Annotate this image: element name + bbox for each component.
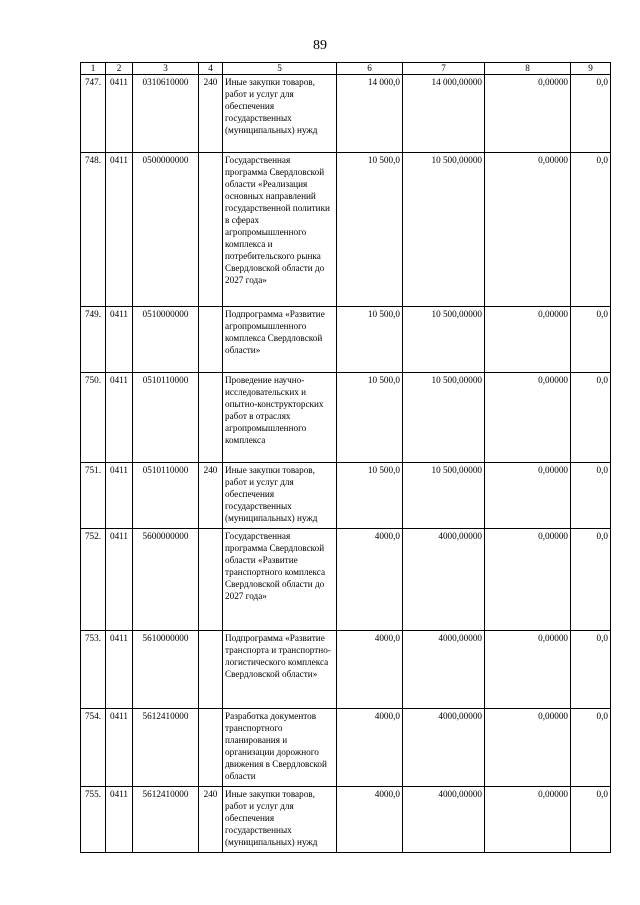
amount-col7: 10 500,00000 (403, 307, 485, 373)
row-number: 755. (81, 787, 106, 853)
item-name: Государственная программа Свердловской области «Развитие транспортного комплекса Свердловской области до 2027 года» (223, 529, 337, 631)
target-article-code: 5600000000 (133, 529, 199, 631)
row-number: 747. (81, 75, 106, 153)
amount-col8: 0,00000 (485, 463, 571, 529)
row-number: 752. (81, 529, 106, 631)
page-number: 89 (313, 38, 327, 53)
expense-type-code (199, 373, 223, 463)
row-number: 754. (81, 709, 106, 787)
target-article-code: 5612410000 (133, 709, 199, 787)
column-header: 3 (133, 63, 199, 75)
table-row (81, 529, 611, 631)
expense-type-code (199, 153, 223, 307)
item-name: Подпрограмма «Развитие транспорта и транспортно-логистического комплекса Свердловской области» (223, 631, 337, 709)
amount-col7: 10 500,00000 (403, 153, 485, 307)
row-number: 748. (81, 153, 106, 307)
section-code: 0411 (106, 75, 133, 153)
amount-col9: 0,0 (571, 373, 611, 463)
table-header-row (81, 63, 611, 75)
row-number: 751. (81, 463, 106, 529)
item-name: Иные закупки товаров, работ и услуг для обеспечения государственных (муниципальных) нужд (223, 463, 337, 529)
item-name: Подпрограмма «Развитие агропромышленного комплекса Свердловской области» (223, 307, 337, 373)
target-article-code: 0310610000 (133, 75, 199, 153)
amount-col9: 0,0 (571, 153, 611, 307)
table-row (81, 153, 611, 307)
amount-col7: 10 500,00000 (403, 373, 485, 463)
item-name: Разработка документов транспортного планирования и организации дорожного движения в Свердловской области (223, 709, 337, 787)
target-article-code: 0510110000 (133, 463, 199, 529)
table-row (81, 75, 611, 153)
amount-col8: 0,00000 (485, 307, 571, 373)
amount-col8: 0,00000 (485, 787, 571, 853)
row-number: 749. (81, 307, 106, 373)
column-header: 6 (337, 63, 403, 75)
amount-col7: 4000,00000 (403, 709, 485, 787)
target-article-code: 5612410000 (133, 787, 199, 853)
amount-col6: 4000,0 (337, 529, 403, 631)
column-header: 9 (571, 63, 611, 75)
column-header: 7 (403, 63, 485, 75)
amount-col9: 0,0 (571, 463, 611, 529)
expense-type-code: 240 (199, 463, 223, 529)
table-row (81, 307, 611, 373)
amount-col8: 0,00000 (485, 529, 571, 631)
row-number: 750. (81, 373, 106, 463)
column-header: 5 (223, 63, 337, 75)
amount-col9: 0,0 (571, 631, 611, 709)
amount-col7: 4000,00000 (403, 529, 485, 631)
amount-col9: 0,0 (571, 529, 611, 631)
column-header: 8 (485, 63, 571, 75)
amount-col7: 4000,00000 (403, 631, 485, 709)
item-name: Государственная программа Свердловской области «Реализация основных направлений государственной политики в сферах агропромышленного комплекса и потребительского рынка Свердловской области до 2027 года» (223, 153, 337, 307)
amount-col7: 4000,00000 (403, 787, 485, 853)
amount-col7: 14 000,00000 (403, 75, 485, 153)
item-name: Проведение научно-исследовательских и опытно-конструкторских работ в отраслях агропромышленного комплекса (223, 373, 337, 463)
section-code: 0411 (106, 463, 133, 529)
amount-col6: 4000,0 (337, 787, 403, 853)
item-name: Иные закупки товаров, работ и услуг для обеспечения государственных (муниципальных) нужд (223, 787, 337, 853)
row-number: 753. (81, 631, 106, 709)
amount-col7: 10 500,00000 (403, 463, 485, 529)
amount-col8: 0,00000 (485, 153, 571, 307)
item-name: Иные закупки товаров, работ и услуг для обеспечения государственных (муниципальных) нужд (223, 75, 337, 153)
amount-col6: 10 500,0 (337, 153, 403, 307)
amount-col6: 10 500,0 (337, 463, 403, 529)
amount-col8: 0,00000 (485, 631, 571, 709)
expense-type-code: 240 (199, 75, 223, 153)
column-header: 4 (199, 63, 223, 75)
amount-col6: 4000,0 (337, 631, 403, 709)
table-row (81, 787, 611, 853)
section-code: 0411 (106, 709, 133, 787)
amount-col8: 0,00000 (485, 75, 571, 153)
amount-col9: 0,0 (571, 75, 611, 153)
target-article-code: 0510110000 (133, 373, 199, 463)
amount-col9: 0,0 (571, 307, 611, 373)
target-article-code: 5610000000 (133, 631, 199, 709)
amount-col9: 0,0 (571, 787, 611, 853)
table-row (81, 373, 611, 463)
section-code: 0411 (106, 529, 133, 631)
amount-col6: 10 500,0 (337, 373, 403, 463)
table-row (81, 463, 611, 529)
section-code: 0411 (106, 631, 133, 709)
expense-type-code (199, 709, 223, 787)
amount-col8: 0,00000 (485, 373, 571, 463)
table-row (81, 709, 611, 787)
expense-type-code (199, 529, 223, 631)
section-code: 0411 (106, 373, 133, 463)
section-code: 0411 (106, 787, 133, 853)
amount-col8: 0,00000 (485, 709, 571, 787)
column-header: 2 (106, 63, 133, 75)
budget-table (80, 62, 611, 853)
section-code: 0411 (106, 153, 133, 307)
column-header: 1 (81, 63, 106, 75)
expense-type-code (199, 307, 223, 373)
amount-col6: 14 000,0 (337, 75, 403, 153)
amount-col6: 4000,0 (337, 709, 403, 787)
amount-col6: 10 500,0 (337, 307, 403, 373)
expense-type-code (199, 631, 223, 709)
target-article-code: 0510000000 (133, 307, 199, 373)
table-row (81, 631, 611, 709)
section-code: 0411 (106, 307, 133, 373)
target-article-code: 0500000000 (133, 153, 199, 307)
amount-col9: 0,0 (571, 709, 611, 787)
expense-type-code: 240 (199, 787, 223, 853)
